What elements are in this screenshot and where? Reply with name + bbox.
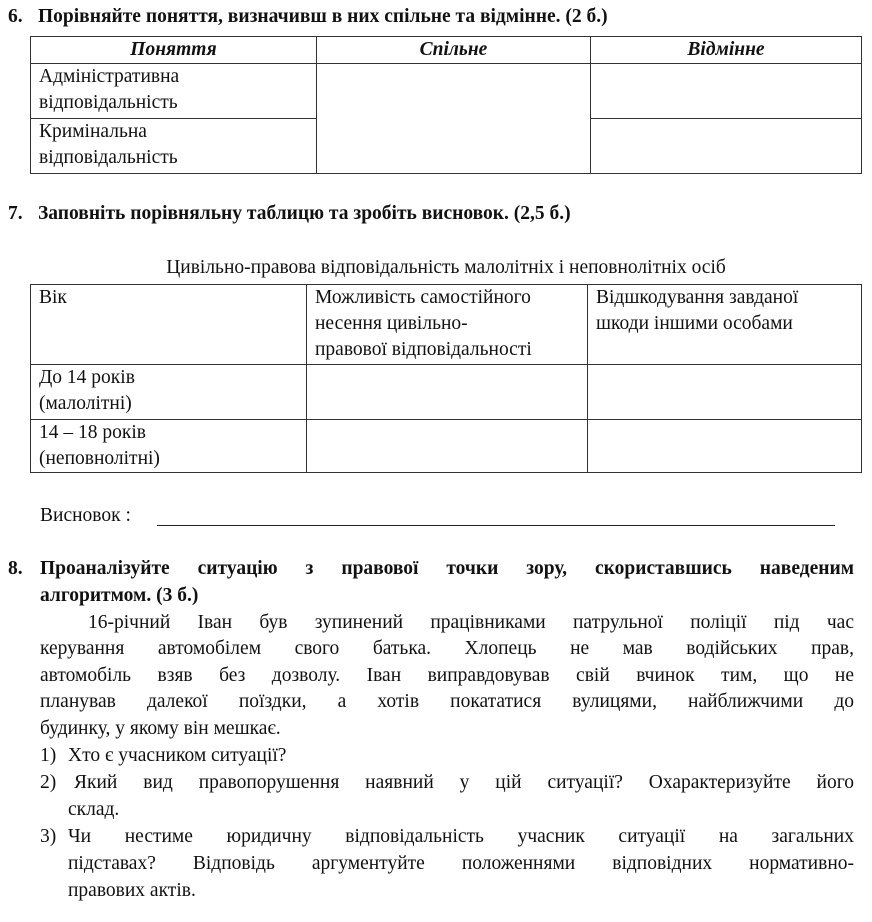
row-under14: До 14 років (малолітні) bbox=[31, 365, 307, 420]
cell-input[interactable] bbox=[588, 365, 862, 420]
cell-diff-admin[interactable] bbox=[591, 64, 862, 119]
header-different: Відмінне bbox=[591, 37, 862, 64]
paragraph-line: будинку, у якому він мешкає. bbox=[40, 718, 281, 739]
question-line: склад. bbox=[68, 799, 120, 820]
cell-common[interactable] bbox=[317, 64, 591, 174]
conclusion-label: Висновок : bbox=[40, 505, 131, 526]
q8-title-line: Проаналізуйте ситуацію з правової точки зору, скориставшись наведеним bbox=[40, 558, 854, 579]
q7-table bbox=[30, 284, 862, 473]
cell-diff-criminal[interactable] bbox=[591, 119, 862, 174]
table-caption: Цивільно-правова відповідальність малолітніх і неповнолітніх осіб bbox=[166, 257, 726, 278]
header-common: Спільне bbox=[317, 37, 591, 64]
cell-input[interactable] bbox=[307, 365, 588, 420]
paragraph-line: автомобіль взяв без дозволу. Іван виправдовував свій вчинок тим, що не bbox=[40, 665, 854, 686]
cell-input[interactable] bbox=[307, 420, 588, 473]
question-line: Який вид правопорушення наявний у цій ситуації? Охарактеризуйте його bbox=[74, 772, 854, 793]
q-num: 3) bbox=[40, 826, 57, 847]
q7-number: 7. bbox=[8, 203, 23, 224]
q8-title-line: алгоритмом. (3 б.) bbox=[40, 585, 199, 606]
q6-table bbox=[30, 36, 862, 174]
paragraph-line: планував далекої поїздки, а хотів покататися вулицями, найближчими до bbox=[40, 691, 854, 712]
paragraph-line: 16-річний Іван був зупинений працівниками патрульної поліції під час bbox=[88, 612, 854, 633]
question-line: підставах? Відповідь аргументуйте положеннями відповідних нормативно- bbox=[68, 853, 854, 874]
q6-number: 6. bbox=[8, 6, 23, 27]
q6-title: Порівняйте поняття, визначивш в них спільне та відмінне. (2 б.) bbox=[38, 6, 608, 27]
header-capacity: Можливість самостійного несення цивільно- правової відповідальності bbox=[307, 285, 588, 365]
row-admin: Адміністративна відповідальність bbox=[31, 64, 317, 119]
question-line: правових актів. bbox=[68, 880, 196, 901]
question-line: Хто є учасником ситуації? bbox=[68, 745, 287, 766]
q7-title: Заповніть порівняльну таблицю та зробіть висновок. (2,5 б.) bbox=[38, 203, 571, 224]
header-age: Вік bbox=[31, 285, 307, 365]
paragraph-line: керування автомобілем свого батька. Хлопець не мав водійських прав, bbox=[40, 638, 854, 659]
row-14-18: 14 – 18 років (неповнолітні) bbox=[31, 420, 307, 473]
q-num: 1) bbox=[40, 745, 57, 766]
cell-input[interactable] bbox=[588, 420, 862, 473]
conclusion-line[interactable] bbox=[157, 525, 835, 526]
header-compensation: Відшкодування завданої шкоди іншими особами bbox=[588, 285, 862, 365]
q-num: 2) bbox=[40, 772, 57, 793]
header-concept: Поняття bbox=[31, 37, 317, 64]
q8-number: 8. bbox=[8, 558, 23, 579]
question-line: Чи нестиме юридичну відповідальність учасник ситуації на загальних bbox=[68, 826, 854, 847]
row-criminal: Кримінальна відповідальність bbox=[31, 119, 317, 174]
